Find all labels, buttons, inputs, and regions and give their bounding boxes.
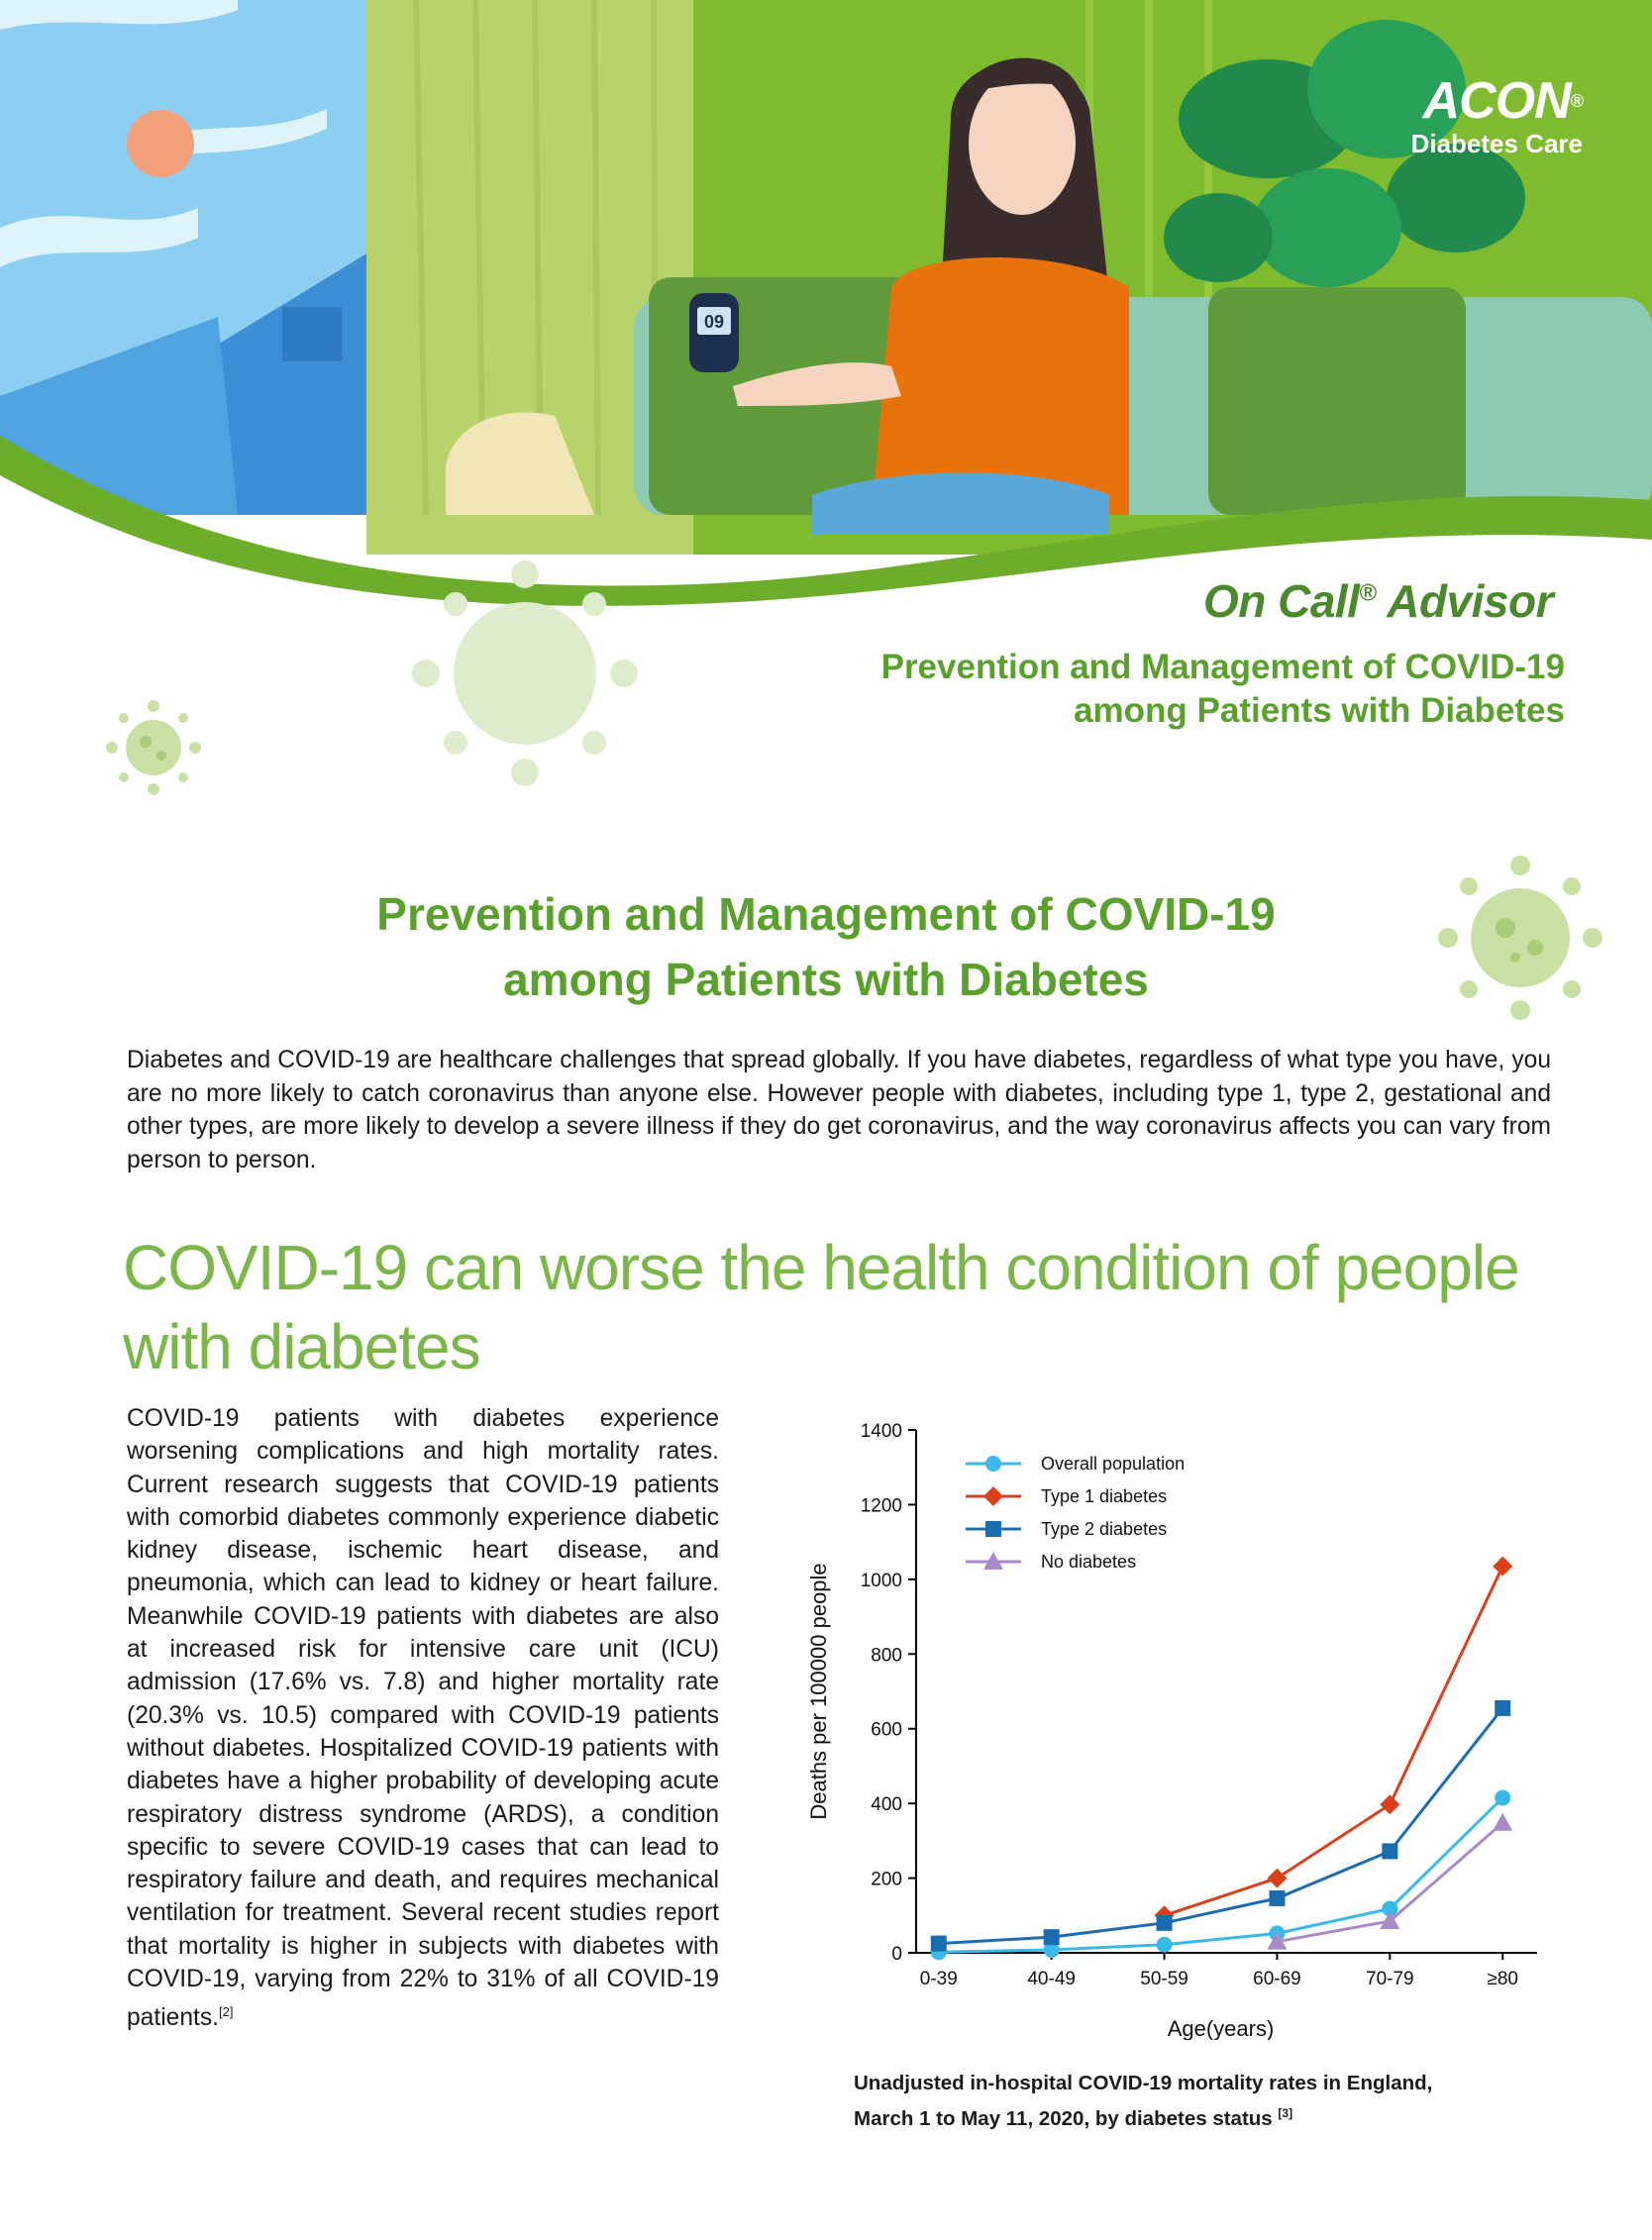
series-suffix: Advisor <box>1387 575 1553 627</box>
page-title-line1: Prevention and Management of COVID-19 <box>376 888 1276 940</box>
data-point <box>983 1486 1003 1506</box>
body-text: COVID-19 patients with diabetes experience worsening complications and high mortality rates. Current research suggests that COVID-19 patients with comorbid diabetes commonly experience diabetic kidney disease, ischemic heart disease, and pneumonia, which can lead to kidney or heart failure. Meanwhile COVID-19 patients with diabetes are also at increased risk for intensive care unit (ICU) admission (17.6% vs. 7.8) and higher mortality rate (20.3% vs. 10.5) compared with COVID-19 patients without diabetes. Hospitalized COVID-19 patients with diabetes have a higher probability of developing acute respiratory distress syndrome (ARDS), a condition specific to severe COVID-19 cases that can lead to respiratory failure and death, and requires mechanical ventilation for treatment. Several recent studies report that mortality is higher in subjects with diabetes with COVID-19, varying from 22% to 31% of all COVID-19 patients. <box>127 1405 719 2032</box>
x-tick-label: ≥80 <box>1487 1969 1519 1989</box>
y-axis-label: Deaths per 100000 people <box>806 1563 831 1820</box>
virus-icon <box>104 698 203 797</box>
brand-logo <box>1410 72 1583 159</box>
x-tick-label: 70-79 <box>1366 1969 1414 1989</box>
body-reference: [2] <box>218 2004 234 2020</box>
page-title <box>182 881 1470 1012</box>
y-tick-label: 1200 <box>860 1495 902 1517</box>
mortality-line-chart <box>802 1406 1555 2040</box>
series-line <box>939 1797 1502 1952</box>
header-subtitle <box>673 646 1565 733</box>
x-tick-label: 40-49 <box>1027 1969 1076 1989</box>
data-point <box>1382 1843 1397 1859</box>
chart-caption <box>854 2068 1507 2134</box>
y-tick-label: 0 <box>891 1944 902 1965</box>
data-point <box>985 1456 1001 1472</box>
chart-caption-line1: Unadjusted in-hospital COVID-19 mortality rates in England, <box>854 2072 1433 2094</box>
glucose-meter <box>689 293 739 372</box>
chart-caption-line2: March 1 to May 11, 2020, by diabetes status <box>854 2106 1273 2130</box>
chart-caption-reference: [3] <box>1278 2106 1293 2120</box>
brand-name: ACON <box>1422 72 1571 130</box>
series-name: On Call <box>1202 575 1360 627</box>
brand-subtitle: Diabetes Care <box>1410 129 1583 158</box>
legend-label: No diabetes <box>1041 1552 1137 1572</box>
data-point <box>1267 1869 1287 1888</box>
legend-label: Type 1 diabetes <box>1041 1486 1168 1506</box>
data-point <box>985 1521 1001 1537</box>
y-tick-label: 1400 <box>860 1421 902 1442</box>
brand-registered: ® <box>1570 91 1583 111</box>
data-point <box>1493 1557 1512 1577</box>
data-point <box>1044 1929 1060 1945</box>
series-registered: ® <box>1359 579 1377 607</box>
meter-reading: 09 <box>703 312 725 332</box>
data-point <box>931 1936 947 1952</box>
y-tick-label: 200 <box>871 1869 902 1890</box>
x-tick-label: 60-69 <box>1253 1969 1301 1989</box>
data-point <box>1495 1789 1510 1805</box>
x-tick-label: 50-59 <box>1140 1969 1188 1989</box>
x-axis-label: Age(years) <box>1167 2016 1275 2040</box>
page-title-line2: among Patients with Diabetes <box>503 954 1149 1005</box>
sun <box>127 110 194 177</box>
data-point <box>1269 1890 1285 1906</box>
data-point <box>1380 1794 1399 1814</box>
data-point <box>1157 1937 1173 1953</box>
section-heading: COVID-19 can worse the health condition of people with diabetes <box>123 1232 1519 1382</box>
data-point <box>1157 1915 1173 1931</box>
data-point <box>1495 1700 1510 1716</box>
legend-label: Type 2 diabetes <box>1041 1519 1168 1539</box>
virus-icon <box>396 555 654 792</box>
y-tick-label: 800 <box>871 1645 902 1667</box>
y-tick-label: 1000 <box>860 1570 902 1591</box>
data-point <box>1493 1813 1512 1831</box>
x-tick-label: 0-39 <box>919 1969 958 1989</box>
intro-paragraph: Diabetes and COVID-19 are healthcare challenges that spread globally. If you have diabetes, regardless of what type you have, you are no more likely to catch coronavirus than anyone else. However people with diabetes, including type 1, type 2, gestational and other types, are more likely to develop a severe illness if they do get coronavirus, and the way coronavirus affects you can vary from person to person. <box>127 1047 1551 1173</box>
series-line <box>1165 1567 1503 1916</box>
y-tick-label: 600 <box>871 1719 902 1741</box>
header-subtitle-line1: Prevention and Management of COVID-19 <box>880 648 1565 686</box>
header-subtitle-line2: among Patients with Diabetes <box>1074 691 1565 730</box>
series-title <box>1203 574 1553 628</box>
legend-label: Overall population <box>1041 1454 1186 1474</box>
hero-illustration <box>0 0 1652 634</box>
body-paragraph <box>127 1402 719 2035</box>
y-tick-label: 400 <box>871 1794 902 1816</box>
